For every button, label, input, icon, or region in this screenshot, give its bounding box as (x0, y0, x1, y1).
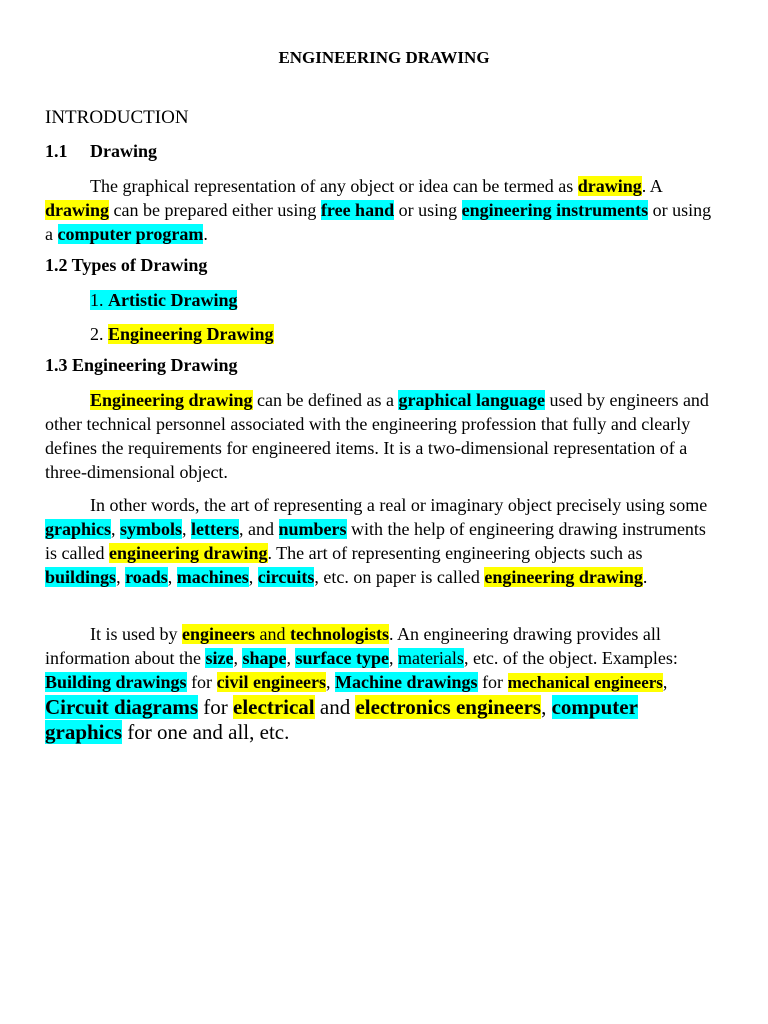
text: , (248, 567, 258, 587)
text: or using (394, 200, 462, 220)
highlight-size: size (205, 648, 234, 668)
highlight-machine-drawings: Machine drawings (335, 672, 478, 692)
item-label: Artistic Drawing (108, 290, 238, 310)
text: In other words, the art of representing a real or imaginary object precisely using some (90, 495, 708, 515)
section-number: 1.1 (45, 141, 68, 161)
section-1-1-heading (45, 141, 157, 162)
item-number: 2. (90, 324, 108, 344)
text: for (477, 672, 508, 692)
text: , etc. of the object. Examples: (463, 648, 678, 668)
text: , (233, 648, 243, 668)
item-label: Engineering Drawing (108, 324, 274, 344)
highlight-mechanical-engineers: mechanical engineers (507, 673, 663, 692)
highlight-electronics-engineers: electronics engineers (355, 695, 542, 719)
text: , (326, 672, 336, 692)
highlight-electrical: electrical (233, 695, 315, 719)
highlight-computer-program: computer program (57, 224, 204, 244)
text: for (186, 672, 217, 692)
item-number: 1. (90, 290, 108, 310)
paragraph-engineering-drawing-definition (45, 388, 717, 484)
type-item-artistic (90, 287, 237, 313)
paragraph-in-other-words (45, 493, 717, 589)
text: , (541, 695, 552, 719)
text: , (662, 672, 668, 692)
text: used by engineers and other technical personnel associated with the engineering profession that fully and clearly defines the requirements for engineered items. It is a two-dimensional representation of a three-dimensional object. (45, 390, 709, 482)
text: , and (239, 519, 279, 539)
text: . A (641, 176, 662, 196)
highlight-drawing: drawing (45, 200, 110, 220)
highlight-roads: roads (125, 567, 168, 587)
section-1-2-heading: 1.2 Types of Drawing (45, 255, 208, 275)
text: and (314, 695, 356, 719)
highlight-buildings: buildings (45, 567, 117, 587)
text: It is used by (90, 624, 182, 644)
highlight-symbols: symbols (120, 519, 183, 539)
text: , (286, 648, 296, 668)
text: for (198, 695, 234, 719)
text: with the help of engineering drawing instruments is called (45, 519, 706, 563)
introduction-heading: INTRODUCTION (45, 107, 189, 128)
highlight-engineering-drawing: Engineering drawing (90, 390, 253, 410)
highlight-materials: materials (397, 648, 464, 668)
highlight-drawing: drawing (577, 176, 642, 196)
highlight-engineering-instruments: engineering instruments (461, 200, 649, 220)
highlight-numbers: numbers (278, 519, 347, 539)
text: . The art of representing engineering objects such as (267, 543, 643, 563)
highlight-circuits: circuits (257, 567, 315, 587)
text: for one and all, etc. (122, 720, 290, 744)
document-title: ENGINEERING DRAWING (278, 48, 490, 67)
paragraph-uses (45, 622, 717, 745)
text: , (111, 519, 121, 539)
highlight-free-hand: free hand (320, 200, 395, 220)
highlight-engineering-drawing: engineering drawing (108, 543, 268, 563)
section-title: Drawing (90, 141, 157, 161)
highlight-surface: surface (295, 648, 352, 668)
text: . (642, 567, 648, 587)
text: . An engineering drawing provides all information about the (45, 624, 661, 668)
text: can be prepared either using (109, 200, 321, 220)
highlight-graphics: graphics (45, 519, 112, 539)
highlight-letters: letters (191, 519, 239, 539)
highlight-type: type (355, 648, 389, 668)
text: can be defined as a (252, 390, 399, 410)
highlight-building-drawings: Building drawings (45, 672, 187, 692)
highlight-engineers: engineers (182, 624, 255, 644)
text: or using a (45, 200, 712, 244)
highlight-computer-graphics: computer graphics (45, 695, 638, 744)
text: , (167, 567, 177, 587)
highlight-shape: shape (242, 648, 287, 668)
text: , (388, 648, 398, 668)
highlight-civil-engineers: civil engineers (216, 672, 327, 692)
text: , etc. on paper is called (314, 567, 485, 587)
highlight-engineering-drawing: engineering drawing (484, 567, 643, 587)
section-1-3-heading: 1.3 Engineering Drawing (45, 355, 238, 375)
text: and (254, 624, 290, 644)
highlight-circuit-diagrams: Circuit diagrams (45, 695, 199, 719)
highlight-graphical-language: graphical language (398, 390, 545, 410)
text: , (182, 519, 192, 539)
text: , (116, 567, 126, 587)
text: . (203, 224, 208, 244)
paragraph-drawing-definition (45, 174, 717, 246)
type-item-engineering (90, 321, 274, 347)
highlight-technologists: technologists (289, 624, 389, 644)
highlight-machines: machines (176, 567, 249, 587)
text: The graphical representation of any object or idea can be termed as (90, 176, 578, 196)
